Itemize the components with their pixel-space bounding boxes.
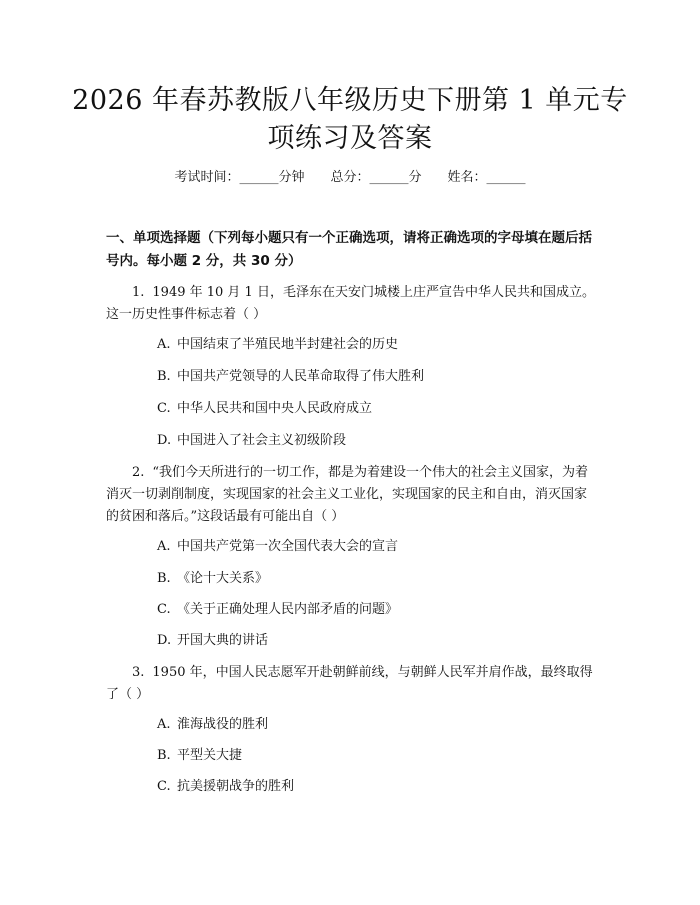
option-letter: C. — [157, 602, 171, 617]
exam-time-label: 考试时间： — [174, 170, 240, 185]
option-text: 中国进入了社会主义初级阶段 — [177, 433, 347, 448]
question-stem-2 — [106, 462, 598, 528]
option-text: 中国共产党第一次全国代表大会的宣言 — [177, 539, 399, 554]
option-letter: D. — [157, 633, 172, 648]
option-letter: B. — [157, 571, 171, 586]
question-3-option-c — [157, 777, 597, 797]
student-name-blank: ______ — [486, 170, 526, 185]
option-text: 平型关大捷 — [177, 748, 243, 763]
question-number: 1. — [132, 285, 145, 300]
option-letter: A. — [157, 337, 171, 352]
question-1-option-c — [157, 399, 597, 419]
option-letter: B. — [157, 748, 171, 763]
document-title: 2026 年春苏教版八年级历史下册第 1 单元专项练习及答案 — [72, 85, 628, 154]
question-2-option-b — [157, 569, 597, 589]
question-3-option-a — [157, 715, 597, 735]
exam-time-blank: ______ — [239, 170, 279, 185]
student-name-label: 姓名： — [447, 170, 487, 185]
question-2-option-c — [157, 600, 597, 620]
question-3-option-b — [157, 746, 597, 766]
option-text: 中国结束了半殖民地半封建社会的历史 — [177, 337, 399, 352]
question-1-option-a — [157, 335, 597, 355]
option-letter: D. — [157, 433, 172, 448]
option-text: 《论十大关系》 — [177, 571, 269, 586]
option-text: 中国共产党领导的人民革命取得了伟大胜利 — [177, 369, 425, 384]
section-heading: 一、单项选择题（下列每小题只有一个正确选项，请将正确选项的字母填在题后括号内。每小题 2 分，共 30 分） — [106, 230, 592, 269]
option-letter: B. — [157, 369, 171, 384]
option-text: 抗美援朝战争的胜利 — [177, 779, 295, 794]
question-text: 1950 年，中国人民志愿军开赴朝鲜前线，与朝鲜人民军并肩作战，最终取得了（ ） — [106, 665, 593, 702]
question-number: 2. — [132, 465, 145, 480]
question-1-option-b — [157, 367, 597, 387]
total-score-blank: ______ — [369, 170, 409, 185]
option-letter: A. — [157, 539, 171, 554]
question-stem-3 — [106, 662, 598, 706]
question-2-option-a — [157, 537, 597, 557]
exam-info-line — [0, 168, 700, 188]
question-2-option-d — [157, 631, 597, 651]
option-letter: C. — [157, 401, 171, 416]
option-letter: A. — [157, 717, 171, 732]
question-number: 3. — [132, 665, 145, 680]
question-stem-1 — [106, 282, 598, 326]
option-text: 开国大典的讲话 — [177, 633, 269, 648]
total-score-label: 总分： — [330, 170, 370, 185]
exam-time-unit: 分钟 — [278, 170, 305, 185]
option-letter: C. — [157, 779, 171, 794]
question-text: “我们今天所进行的一切工作，都是为着建设一个伟大的社会主义国家，为着消灭一切剥削制度，实现国家的社会主义工业化，实现国家的民主和自由，消灭国家的贫困和落后。”这段话最有可能出自（ ） — [106, 465, 589, 524]
total-score-unit: 分 — [408, 170, 422, 185]
option-text: 中华人民共和国中央人民政府成立 — [177, 401, 373, 416]
option-text: 《关于正确处理人民内部矛盾的问题》 — [177, 602, 399, 617]
question-1-option-d — [157, 431, 597, 451]
question-text: 1949 年 10 月 1 日，毛泽东在天安门城楼上庄严宣告中华人民共和国成立。这一历史性事件标志着（ ） — [106, 285, 595, 322]
option-text: 淮海战役的胜利 — [177, 717, 269, 732]
